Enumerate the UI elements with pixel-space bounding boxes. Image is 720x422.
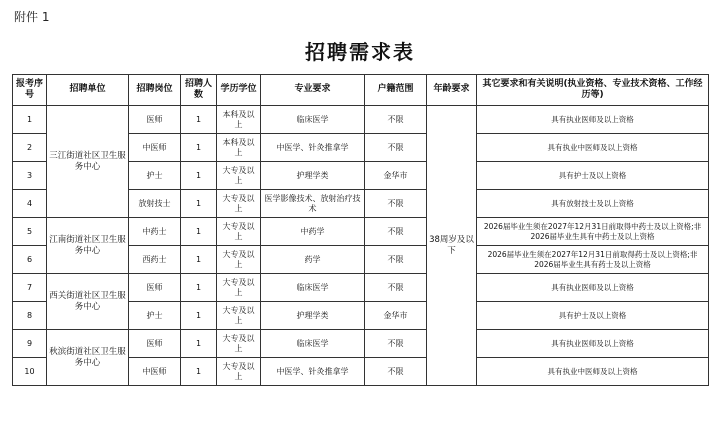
cell-major: 中医学、针灸推拿学 [261,134,365,162]
cell-count: 1 [181,162,217,190]
cell-position: 中医师 [129,134,181,162]
cell-seq: 2 [13,134,47,162]
cell-major: 临床医学 [261,330,365,358]
cell-hukou: 不限 [365,190,427,218]
header-unit: 招聘单位 [47,75,129,106]
cell-position: 医师 [129,330,181,358]
cell-education: 本科及以上 [217,134,261,162]
cell-education: 大专及以上 [217,190,261,218]
cell-position: 西药士 [129,246,181,274]
cell-major: 药学 [261,246,365,274]
cell-position: 医师 [129,106,181,134]
cell-seq: 10 [13,358,47,386]
cell-unit: 江南街道社区卫生服务中心 [47,218,129,274]
cell-position: 医师 [129,274,181,302]
header-other: 其它要求和有关说明(执业资格、专业技术资格、工作经历等) [477,75,709,106]
cell-major: 临床医学 [261,106,365,134]
header-education: 学历学位 [217,75,261,106]
cell-position: 护士 [129,162,181,190]
cell-count: 1 [181,302,217,330]
cell-hukou: 不限 [365,134,427,162]
cell-count: 1 [181,246,217,274]
cell-education: 大专及以上 [217,218,261,246]
cell-hukou: 不限 [365,246,427,274]
cell-education: 本科及以上 [217,106,261,134]
cell-other: 具有执业医师及以上资格 [477,330,709,358]
cell-seq: 3 [13,162,47,190]
header-position: 招聘岗位 [129,75,181,106]
cell-count: 1 [181,134,217,162]
cell-seq: 9 [13,330,47,358]
cell-other: 2026届毕业生须在2027年12月31日前取得药士及以上资格;非2026届毕业生具有药士及以上资格 [477,246,709,274]
cell-hukou: 不限 [365,218,427,246]
cell-hukou: 金华市 [365,302,427,330]
cell-age: 38周岁及以下 [427,106,477,386]
cell-other: 具有执业医师及以上资格 [477,274,709,302]
cell-count: 1 [181,106,217,134]
cell-seq: 8 [13,302,47,330]
table-row [13,218,709,246]
cell-other: 具有执业中医师及以上资格 [477,134,709,162]
table-row [13,106,709,134]
cell-education: 大专及以上 [217,246,261,274]
cell-seq: 5 [13,218,47,246]
cell-seq: 1 [13,106,47,134]
cell-hukou: 不限 [365,330,427,358]
cell-other: 具有执业中医师及以上资格 [477,358,709,386]
cell-other: 具有执业医师及以上资格 [477,106,709,134]
cell-unit: 三江街道社区卫生服务中心 [47,106,129,218]
header-count: 招聘人数 [181,75,217,106]
cell-seq: 7 [13,274,47,302]
cell-major: 中药学 [261,218,365,246]
cell-education: 大专及以上 [217,302,261,330]
header-major: 专业要求 [261,75,365,106]
cell-major: 护理学类 [261,162,365,190]
cell-seq: 6 [13,246,47,274]
cell-position: 护士 [129,302,181,330]
cell-other: 2026届毕业生须在2027年12月31日前取得中药士及以上资格;非2026届毕业生具有中药士及以上资格 [477,218,709,246]
cell-major: 临床医学 [261,274,365,302]
cell-unit: 秋滨街道社区卫生服务中心 [47,330,129,386]
header-age: 年龄要求 [427,75,477,106]
cell-position: 放射技士 [129,190,181,218]
table-row [13,330,709,358]
header-row [13,75,709,106]
cell-other: 具有护士及以上资格 [477,162,709,190]
cell-hukou: 不限 [365,106,427,134]
cell-hukou: 金华市 [365,162,427,190]
cell-count: 1 [181,330,217,358]
recruitment-table [12,74,709,386]
cell-major: 护理学类 [261,302,365,330]
page-title: 招聘需求表 [305,40,415,64]
cell-position: 中药士 [129,218,181,246]
header-hukou: 户籍范围 [365,75,427,106]
cell-education: 大专及以上 [217,162,261,190]
cell-seq: 4 [13,190,47,218]
cell-education: 大专及以上 [217,330,261,358]
cell-hukou: 不限 [365,358,427,386]
cell-major: 医学影像技术、放射治疗技术 [261,190,365,218]
cell-position: 中医师 [129,358,181,386]
cell-count: 1 [181,218,217,246]
cell-count: 1 [181,274,217,302]
cell-count: 1 [181,358,217,386]
cell-other: 具有护士及以上资格 [477,302,709,330]
cell-education: 大专及以上 [217,358,261,386]
cell-other: 具有放射技士及以上资格 [477,190,709,218]
cell-major: 中医学、针灸推拿学 [261,358,365,386]
cell-education: 大专及以上 [217,274,261,302]
cell-count: 1 [181,190,217,218]
header-seq: 报考序号 [13,75,47,106]
cell-unit: 西关街道社区卫生服务中心 [47,274,129,330]
table-row [13,274,709,302]
annex-label: 附件 1 [14,10,50,24]
cell-hukou: 不限 [365,274,427,302]
